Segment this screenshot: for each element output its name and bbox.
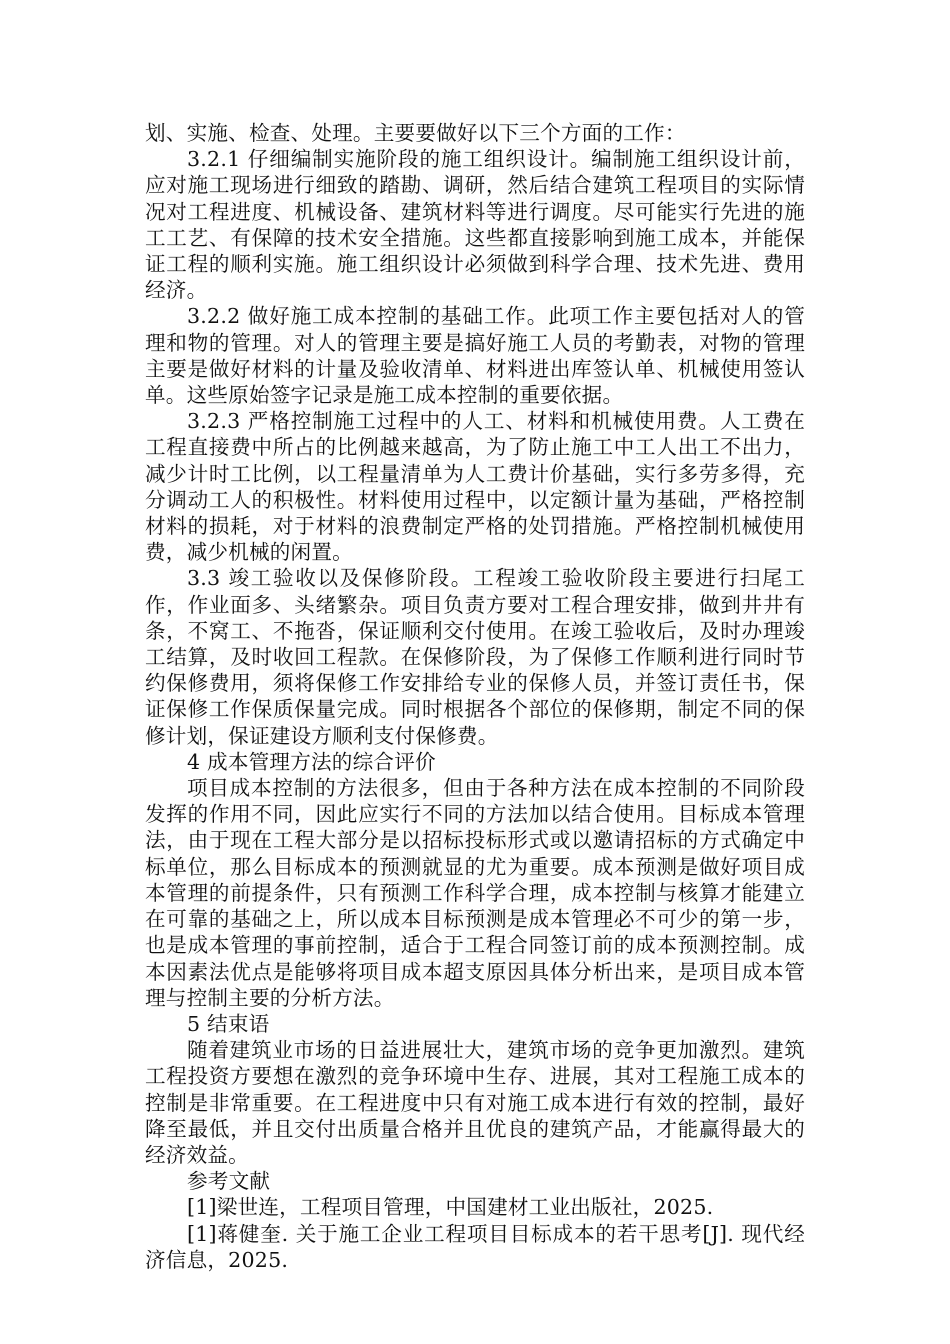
document-page bbox=[145, 120, 805, 1273]
paragraph-intro-continuation: 划、实施、检查、处理。主要要做好以下三个方面的工作： bbox=[145, 121, 686, 145]
paragraph-section-5: 随着建筑业市场的日益进展壮大，建筑市场的竞争更加激烈。建筑工程投资方要想在激烈的竞争环境中生存、进展，其对工程施工成本的控制是非常重要。在工程进度中只有对施工成本进行有效的控制，最好降至最低，并且交付出质量合格并且优良的建筑产品，才能赢得最大的经济效益。 bbox=[145, 1038, 805, 1167]
reference-item: [1]梁世连，工程项目管理，中国建材工业出版社，2025. bbox=[187, 1195, 714, 1220]
paragraph-3-2-1: 3.2.1 仔细编制实施阶段的施工组织设计。编制施工组织设计前，应对施工现场进行细致的踏勘、调研，然后结合建筑工程项目的实际情况对工程进度、机械设备、建筑材料等进行调度。尽可能实行先进的施工工艺、有保障的技术安全措施。这些都直接影响到施工成本，并能保证工程的顺利实施。施工组织设计必须做到科学合理、技术先进、费用经济。 bbox=[145, 147, 805, 303]
reference-item: [1]蒋健奎. 关于施工企业工程项目目标成本的若干思考[J]. 现代经济信息，2025. bbox=[145, 1221, 805, 1272]
section-heading-5: 5 结束语 bbox=[187, 1011, 270, 1036]
paragraph-3-3: 3.3 竣工验收以及保修阶段。工程竣工验收阶段主要进行扫尾工作，作业面多、头绪繁杂。项目负责方要对工程合理安排，做到井井有条，不窝工、不拖沓，保证顺利交付使用。在竣工验收后，及时办理竣工结算，及时收回工程款。在保修阶段，为了保修工作顺利进行同时节约保修费用，须将保修工作安排给专业的保修人员，并签订责任书，保证保修工作保质保量完成。同时根据各个部位的保修期，制定不同的保修计划，保证建设方顺利支付保修费。 bbox=[145, 566, 805, 748]
paragraph-3-2-3: 3.2.3 严格控制施工过程中的人工、材料和机械使用费。人工费在工程直接费中所占的比例越来越高，为了防止施工中工人出工不出力，减少计时工比例，以工程量清单为人工费计价基础，实行多劳多得，充分调动工人的积极性。材料使用过程中，以定额计量为基础，严格控制材料的损耗，对于材料的浪费制定严格的处罚措施。严格控制机械使用费，减少机械的闲置。 bbox=[145, 409, 805, 565]
references-heading: 参考文献 bbox=[187, 1169, 271, 1194]
section-heading-4: 4 成本管理方法的综合评价 bbox=[187, 749, 436, 774]
paragraph-3-2-2: 3.2.2 做好施工成本控制的基础工作。此项工作主要包括对人的管理和物的管理。对人的管理主要是搞好施工人员的考勤表，对物的管理主要是做好材料的计量及验收清单、材料进出库签认单、机械使用签认单。这些原始签字记录是施工成本控制的重要依据。 bbox=[145, 304, 805, 408]
paragraph-section-4: 项目成本控制的方法很多，但由于各种方法在成本控制的不同阶段发挥的作用不同，因此应实行不同的方法加以结合使用。目标成本管理法，由于现在工程大部分是以招标投标形式或以邀请招标的方式确定中标单位，那么目标成本的预测就显的尤为重要。成本预测是做好项目成本管理的前提条件，只有预测工作科学合理，成本控制与核算才能建立在可靠的基础之上，所以成本目标预测是成本管理必不可少的第一步，也是成本管理的事前控制，适合于工程合同签订前的成本预测控制。成本因素法优点是能够将项目成本超支原因具体分析出来，是项目成本管理与控制主要的分析方法。 bbox=[145, 776, 805, 1010]
